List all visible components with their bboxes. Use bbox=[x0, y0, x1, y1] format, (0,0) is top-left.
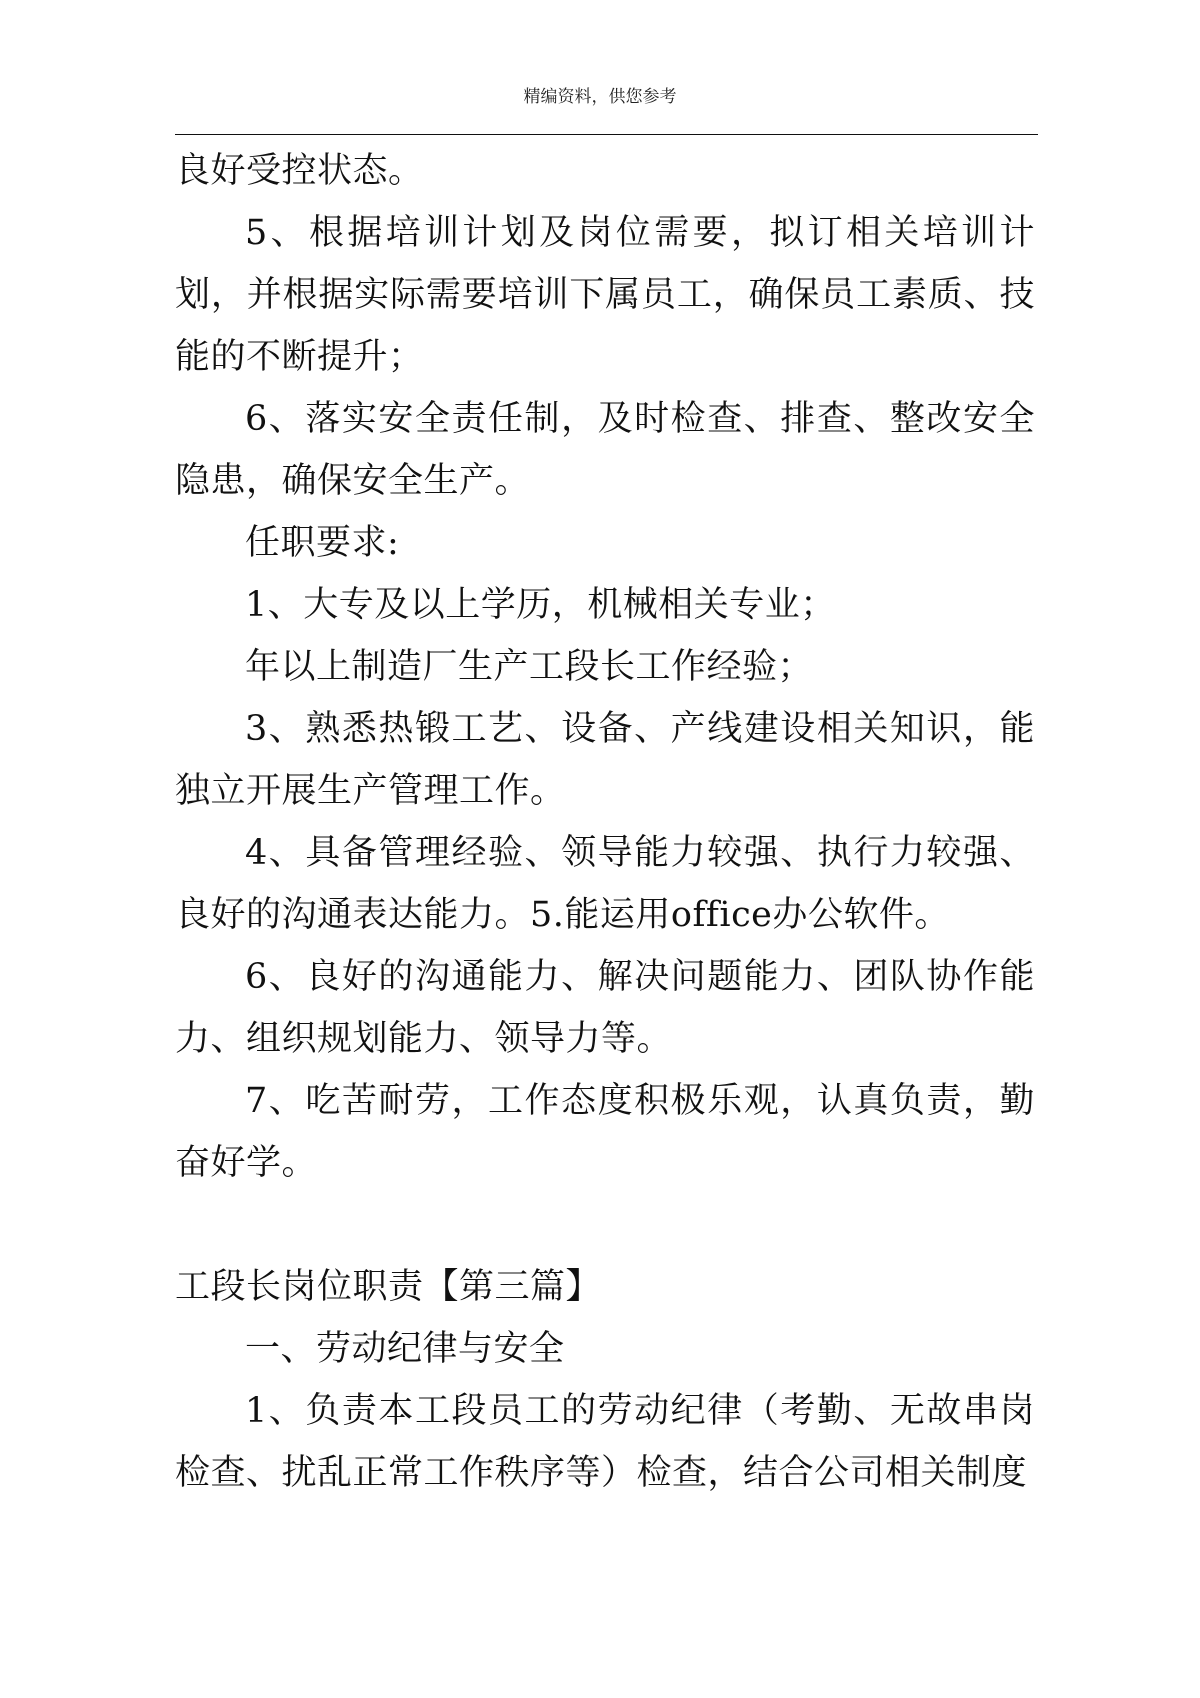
page-header: 精编资料，供您参考 bbox=[523, 87, 677, 107]
paragraph-duty-6: 6、落实安全责任制，及时检查、排查、整改安全隐患，确保安全生产。 bbox=[175, 399, 1035, 501]
section-item-1: 1、负责本工段员工的劳动纪律（考勤、无故串岗检查、扰乱正常工作秩序等）检查，结合公司相关制度 bbox=[175, 1391, 1035, 1493]
section-title: 工段长岗位职责【第三篇】 bbox=[175, 1267, 602, 1307]
paragraph-duty-5: 5、根据培训计划及岗位需要，拟订相关培训计划，并根据实际需要培训下属员工，确保员工素质、技能的不断提升； bbox=[175, 213, 1035, 377]
requirement-6: 6、良好的沟通能力、解决问题能力、团队协作能力、组织规划能力、领导力等。 bbox=[175, 957, 1035, 1059]
subsection-heading: 一、劳动纪律与安全 bbox=[245, 1329, 565, 1369]
requirement-1: 1、大专及以上学历，机械相关专业； bbox=[245, 585, 836, 625]
header-divider bbox=[175, 134, 1038, 135]
document-body bbox=[175, 140, 1035, 1504]
requirements-heading: 任职要求: bbox=[245, 523, 400, 563]
paragraph-continuation: 良好受控状态。 bbox=[175, 151, 424, 191]
requirement-2: 年以上制造厂生产工段长工作经验； bbox=[245, 647, 814, 687]
requirement-7: 7、吃苦耐劳，工作态度积极乐观，认真负责，勤奋好学。 bbox=[175, 1081, 1035, 1183]
requirement-4: 4、具备管理经验、领导能力较强、执行力较强、良好的沟通表达能力。5.能运用office办公软件。 bbox=[175, 833, 1035, 935]
requirement-3: 3、熟悉热锻工艺、设备、产线建设相关知识，能独立开展生产管理工作。 bbox=[175, 709, 1035, 811]
